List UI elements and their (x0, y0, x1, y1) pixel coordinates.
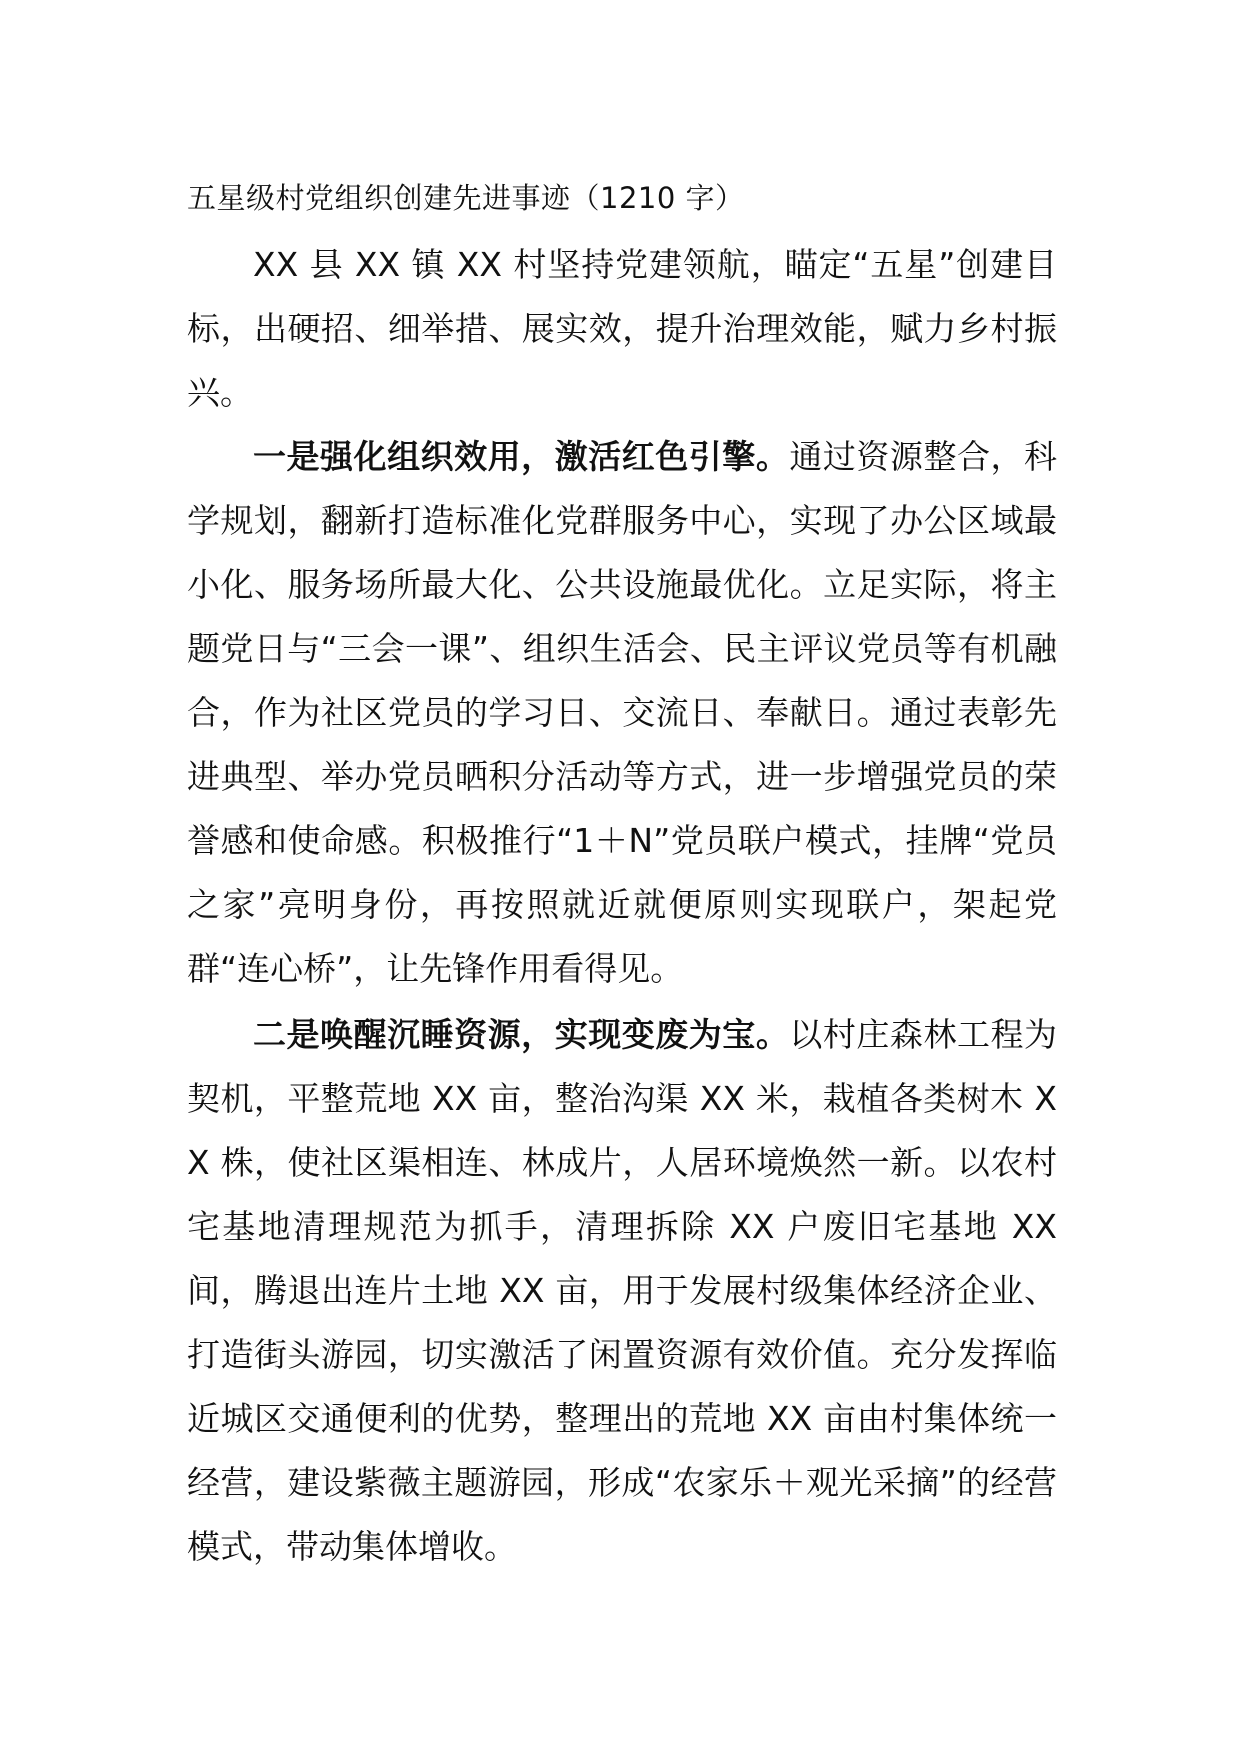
intro-paragraph-text: XX 县 XX 镇 XX 村坚持党建领航，瞄定“五星”创建目标，出硬招、细举措、展实效，提升治理效能，赋力乡村振兴。 (187, 245, 1057, 412)
section-two-heading: 二是唤醒沉睡资源，实现变废为宝。 (253, 1015, 790, 1054)
section-one-heading: 一是强化组织效用，激活红色引擎。 (253, 437, 790, 476)
section-two-text: 以村庄森林工程为契机，平整荒地 XX 亩，整治沟渠 XX 米，栽植各类树木 XX 株，使社区渠相连、林成片，人居环境焕然一新。以农村宅基地清理规范为抓手，清理拆除 XX 户废旧宅基地 XX 间，腾退出连片土地 XX 亩，用于发展村级集体经济企业、打造街头游园，切实激活了闲置资源有效价值。充分发挥临近城区交通便利的优势，整理出的荒地 XX 亩由村集体统一经营，建设紫薇主题游园，形成“农家乐＋观光采摘”的经营模式，带动集体增收。 (187, 1015, 1058, 1566)
section-two-paragraph (187, 1003, 1057, 1579)
section-one-paragraph (187, 425, 1057, 1001)
section-one-text: 通过资源整合，科学规划，翻新打造标准化党群服务中心，实现了办公区域最小化、服务场所最大化、公共设施最优化。立足实际，将主题党日与“三会一课”、组织生活会、民主评议党员等有机融合，作为社区党员的学习日、交流日、奉献日。通过表彰先进典型、举办党员晒积分活动等方式，进一步增强党员的荣誉感和使命感。积极推行“1＋N”党员联户模式，挂牌“党员之家”亮明身份，再按照就近就便原则实现联户，架起党群“连心桥”，让先锋作用看得见。 (187, 437, 1058, 988)
document-title: 五星级村党组织创建先进事迹（1210 字） (187, 181, 745, 215)
intro-paragraph (187, 233, 1057, 425)
